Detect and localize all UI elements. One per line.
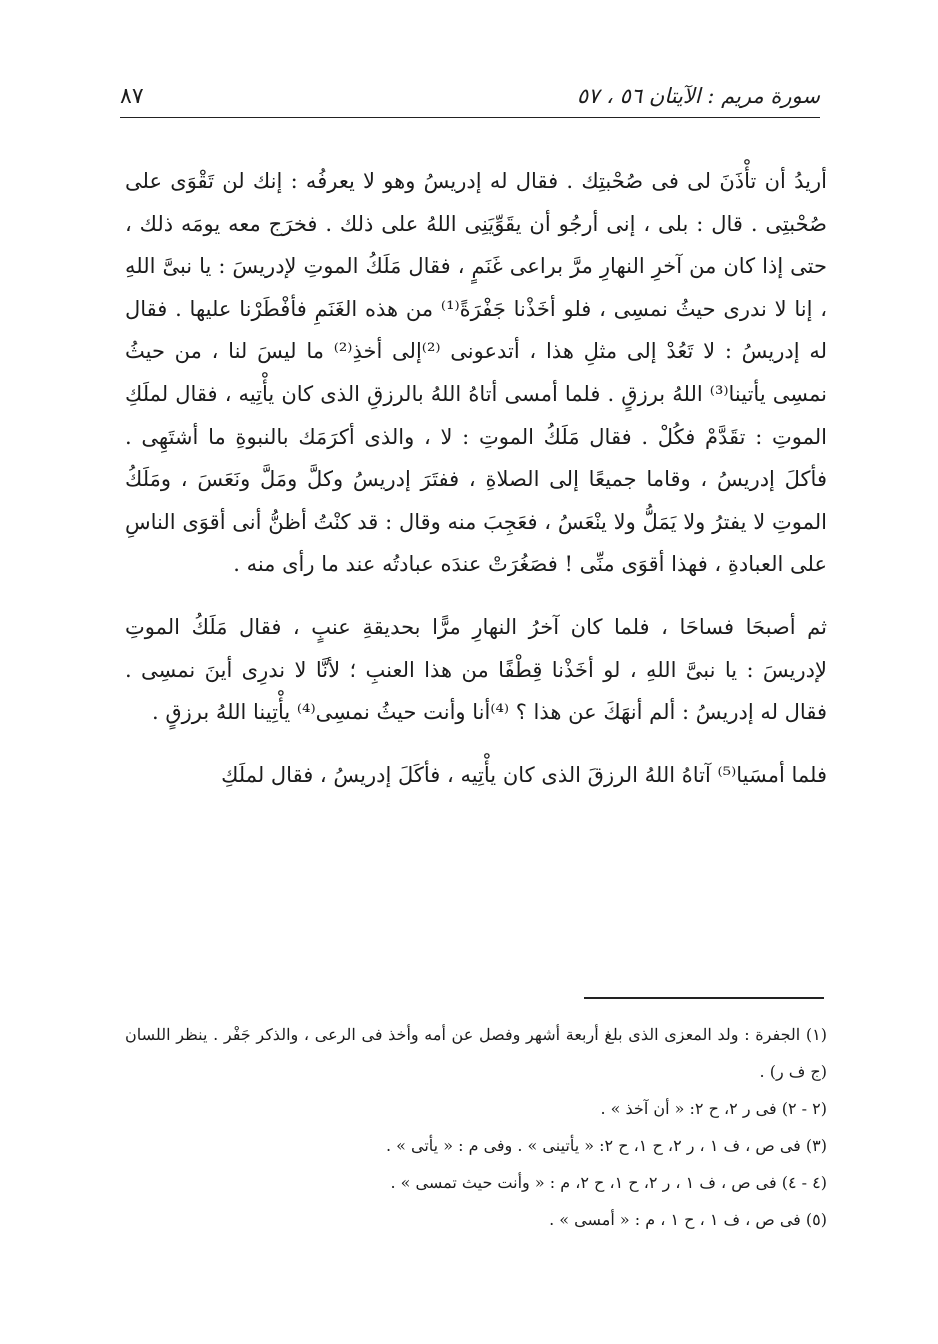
footnote: (١) الجفرة : ولد المعزى الذى بلغ أربعة أشهر وفصل عن أمه وأخذ فى الرعى ، والذكر جَفْر . ينظر اللسان (ج ف ر) . (125, 1025, 827, 1081)
footnote: (٥) فى ص ، ف ١ ، ح ١ ، م : « أمسى » . (549, 1210, 827, 1229)
page-header (120, 78, 820, 118)
paragraph: أريدُ أن تأْذَنَ لى فى صُحْبتِك . فقال له إدريسُ وهو لا يعرفُه : إنك لن تَقْوَى على صُحْبتِى . قال : بلى ، إنى أرجُو أن يقَوِّيَنِى اللهُ على ذلك . فخرَج معه يومَه ذلك ، حتى إذا كان من آخرِ النهارِ مرَّ براعى غَنَمٍ ، فقال مَلَكُ الموتِ لإدريسَ : يا نبىَّ اللهِ ، إنا لا ندرى حيثُ نمسِى ، فلو أخَذْنا جَفْرَةً⁽¹⁾ من هذه الغَنَمِ فأفْطَرْنا عليها . فقال له إدريسُ : لا تَعُدْ إلى مثلِ هذا ، أتدعونى ⁽²⁾إلى أخذِ⁽²⁾ ما ليسَ لنا ، من حيثُ نمسِى يأتينا⁽³⁾ اللهُ برزقٍ . فلما أمسى أتاهُ اللهُ بالرزقِ الذى كان يأْتِيه ، فقال لملَكِ الموتِ : تقَدَّمْ فكُلْ . فقال مَلَكُ الموتِ : لا ، والذى أكرَمَك بالنبوةِ ما أشتَهِى . فأكلَ إدريسُ ، وقاما جميعًا إلى الصلاةِ ، ففتَرَ إدريسُ وكلَّ ومَلَّ ونَعَسَ ، ومَلَكُ الموتِ لا يفترُ ولا يَمَلُّ ولا ينْعَسُ ، فعَجِبَ منه وقال : قد كنْتُ أظنُّ أنى أقوَى الناسِ على العبادةِ ، فهذا أقوَى منِّى ! فصَغُرَتْ عندَه عبادتُه عند ما رأى منه . (125, 169, 827, 577)
running-head: سورة مريم : الآيتان ٥٦ ، ٥٧ (576, 84, 820, 108)
header-rule (120, 117, 820, 118)
footnote: (٢ - ٢) فى ر ٢، ح ٢: « أن آخذ » . (600, 1099, 827, 1118)
paragraph: ثم أصبحَا فساحَا ، فلما كان آخرُ النهارِ مرًّا بحديقةِ عنبٍ ، فقال مَلَكُ الموتِ لإدريسَ : يا نبىَّ اللهِ ، لو أخَذْنا قِطْفًا من هذا العنبِ ؛ لأنَّا لا ندرِى أينَ نمسِى . فقال له إدريسُ : ألم أنهَكَ عن هذا ؟ ⁽⁴⁾أنا وأنت حيثُ نمسِى⁽⁴⁾ يأْتِينا اللهُ برزقٍ . (125, 614, 827, 725)
footnote-separator (584, 997, 824, 999)
paragraph: فلما أمسَيا⁽⁵⁾ آتاهُ اللهُ الرزقَ الذى كان يأْتِيه ، فأكَلَ إدريسُ ، فقال لملَكِ (221, 762, 827, 787)
page-number: ٨٧ (120, 84, 144, 109)
footnote: (٣) فى ص ، ف ١ ، ر ٢، ح ١، ح ٢: « يأتينى » . وفى م : « يأتى » . (385, 1136, 827, 1155)
footnotes (125, 1016, 827, 1238)
footnote: (٤ - ٤) فى ص ، ف ١ ، ر ٢، ح ١، ح ٢، م : « وأنت حيث تمسى » . (390, 1173, 827, 1192)
main-text (125, 160, 827, 796)
